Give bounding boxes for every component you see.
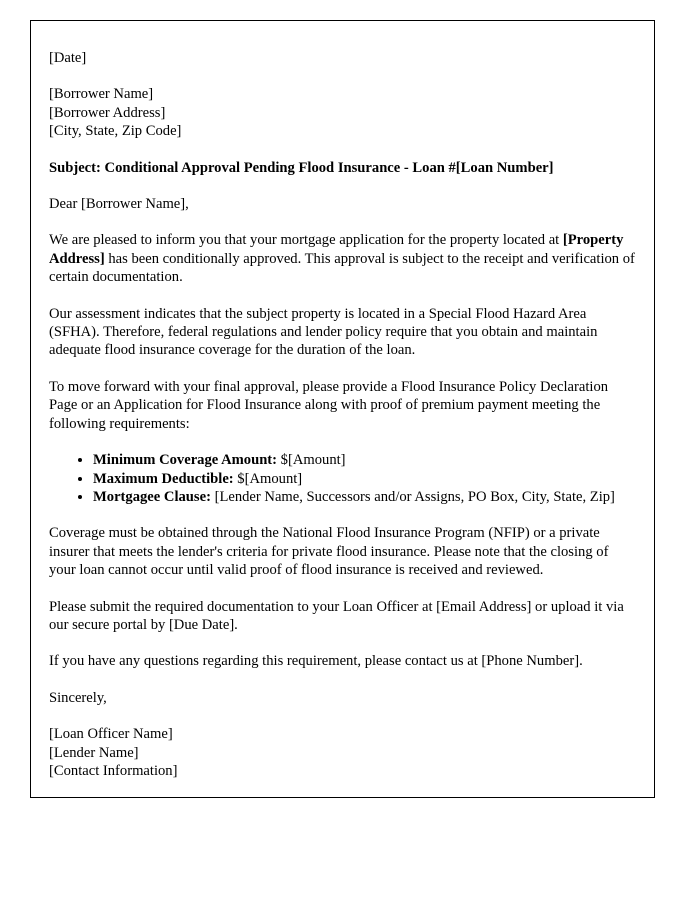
borrower-name: [Borrower Name]	[49, 86, 154, 103]
requirement-coverage-amount	[93, 451, 636, 469]
borrower-address: [Borrower Address]	[49, 104, 166, 121]
property-address-placeholder: [Property Address]	[49, 232, 624, 267]
paragraph-sfha: Our assessment indicates that the subject property is located in a Special Flood Hazard Area (SFHA). Therefore, federal regulations and lender policy require that you obtain and maintain adequate flood insurance coverage for the duration of the loan.	[49, 305, 598, 359]
loan-officer-name: [Loan Officer Name]	[49, 726, 173, 743]
borrower-city-state-zip: [City, State, Zip Code]	[49, 123, 182, 140]
requirement-mortgagee-clause	[93, 488, 636, 506]
letter-page	[30, 20, 655, 798]
paragraph-approval-pre: We are pleased to inform you that your mortgage application for the property located at	[49, 232, 563, 249]
paragraph-nfip: Coverage must be obtained through the National Flood Insurance Program (NFIP) or a private insurer that meets the lender's criteria for private flood insurance. Please note that the closing of your loan cannot occur until valid proof of flood insurance is received and reviewed.	[49, 525, 609, 579]
paragraph-approval-post: has been conditionally approved. This approval is subject to the receipt and verification of certain documentation.	[49, 250, 635, 286]
requirement-mortgagee-clause-label: Mortgagee Clause:	[93, 488, 211, 505]
requirement-max-deductible-value: $[Amount]	[233, 470, 303, 487]
paragraph-submit: Please submit the required documentation to your Loan Officer at [Email Address] or upload it via our secure portal by [Due Date].	[49, 598, 624, 633]
recipient-block	[49, 85, 636, 140]
requirements-list	[49, 451, 636, 506]
subject-line: Subject: Conditional Approval Pending Flood Insurance - Loan #[Loan Number]	[49, 159, 554, 176]
salutation: Dear [Borrower Name],	[49, 196, 189, 213]
paragraph-requirements-intro: To move forward with your final approval, please provide a Flood Insurance Policy Declaration Page or an Application for Flood Insurance along with proof of premium payment meeting the following requirements:	[49, 378, 609, 432]
requirement-coverage-amount-label: Minimum Coverage Amount:	[93, 452, 278, 469]
date-placeholder: [Date]	[49, 50, 87, 66]
closing: Sincerely,	[49, 689, 107, 706]
lender-name: [Lender Name]	[49, 744, 139, 761]
contact-information: [Contact Information]	[49, 762, 178, 779]
requirement-max-deductible-label: Maximum Deductible:	[93, 470, 234, 487]
requirement-coverage-amount-value: $[Amount]	[277, 452, 346, 469]
paragraph-approval	[49, 231, 636, 286]
requirement-mortgagee-clause-value: [Lender Name, Successors and/or Assigns, PO Box, City, State, Zip]	[210, 488, 615, 505]
requirement-max-deductible	[93, 470, 636, 488]
signature-block	[49, 725, 636, 780]
paragraph-questions: If you have any questions regarding this requirement, please contact us at [Phone Number].	[49, 653, 583, 670]
